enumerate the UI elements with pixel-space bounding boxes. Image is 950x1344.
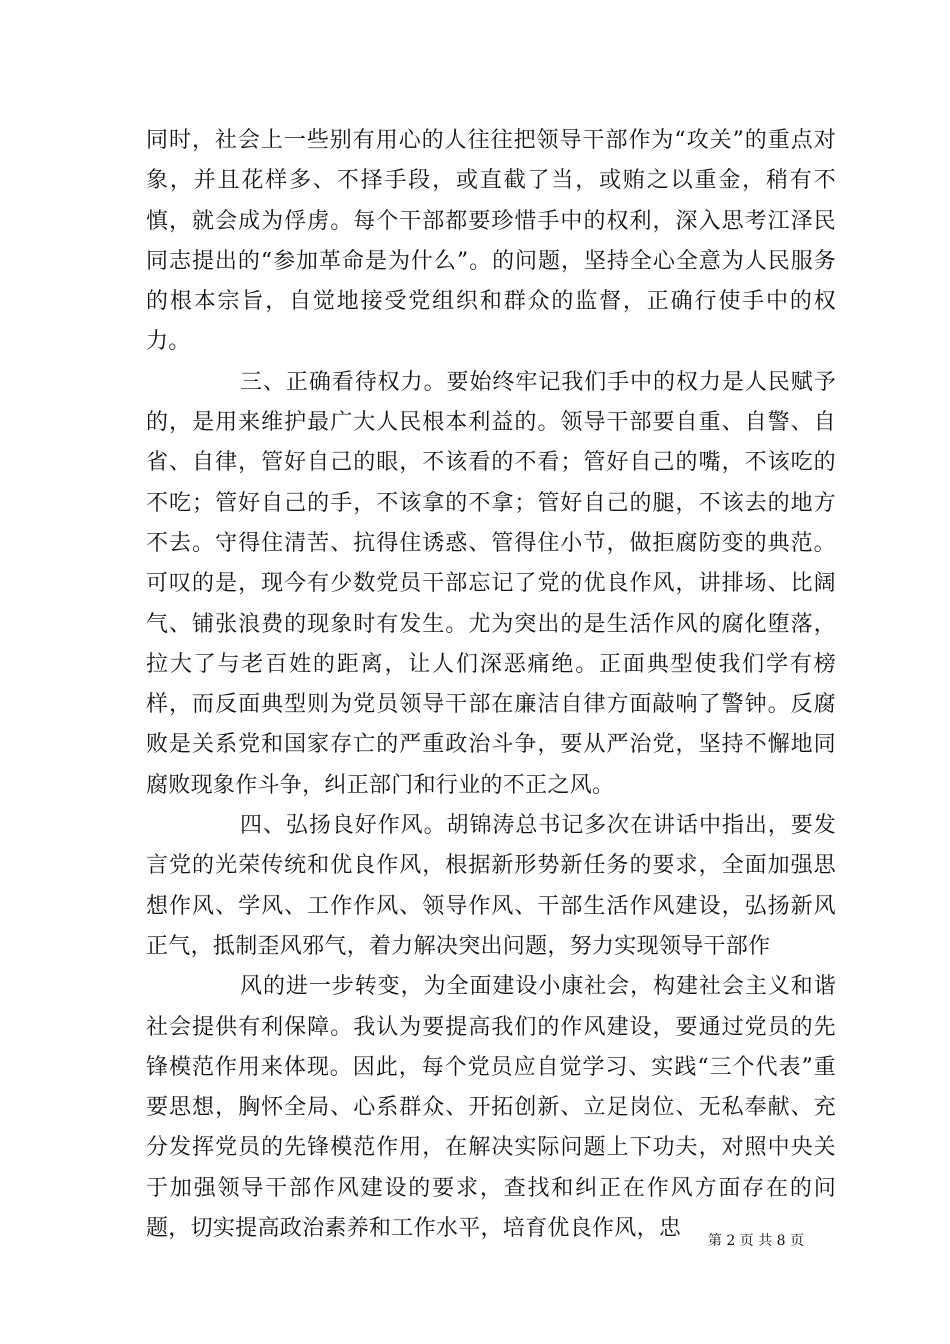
document-body <box>146 121 836 1249</box>
page-footer <box>0 1232 804 1250</box>
paragraph-1: 同时，社会上一些别有用心的人往往把领导干部作为“攻关”的重点对象，并且花样多、不择手段，或直截了当，或贿之以重金，稍有不慎，就会成为俘虏。每个干部都要珍惜手中的权利，深入思考江泽民同志提出的“参加革命是为什么”。的问题，坚持全心全意为人民服务的根本宗旨，自觉地接受党组织和群众的监督，正确行使手中的权力。 <box>146 128 836 355</box>
paragraph-4: 风的进一步转变，为全面建设小康社会，构建社会主义和谐社会提供有利保障。我认为要提高我们的作风建设，要通过党员的先锋模范作用来体现。因此，每个党员应自觉学习、实践“三个代表”重要思想，胸怀全局、心系群众、开拓创新、立足岗位、无私奉献、充分发挥党员的先锋模范作用，在解决实际问题上下功夫，对照中央关于加强领导干部作风建设的要求，查找和纠正在作风方面存在的问题，切实提高政治素养和工作水平，培育优良作风，忠 <box>146 974 836 1242</box>
paragraph-2: 三、正确看待权力。要始终牢记我们手中的权力是人民赋予的，是用来维护最广大人民根本利益的。领导干部要自重、自警、自省、自律，管好自己的眼，不该看的不看；管好自己的嘴，不该吃的不吃；管好自己的手，不该拿的不拿；管好自己的腿，不该去的地方不去。守得住清苦、抗得住诱惑、管得住小节，做拒腐防变的典范。可叹的是，现今有少数党员干部忘记了党的优良作风，讲排场、比阔气、铺张浪费的现象时有发生。尤为突出的是生活作风的腐化堕落，拉大了与老百姓的距离，让人们深恶痛绝。正面典型使我们学有榜样，而反面典型则为党员领导干部在廉洁自律方面敲响了警钟。反腐败是关系党和国家存亡的严重政治斗争，要从严治党，坚持不懈地同腐败现象作斗争，纠正部门和行业的不正之风。 <box>146 369 836 798</box>
paragraph-3: 四、弘扬良好作风。胡锦涛总书记多次在讲话中指出，要发言党的光荣传统和优良作风，根据新形势新任务的要求，全面加强思想作风、学风、工作作风、领导作风、干部生活作风建设，弘扬新风正气，抵制歪风邪气，着力解决突出问题，努力实现领导干部作 <box>146 813 836 959</box>
page-number: 第 2 页 共 8 页 <box>707 1233 804 1249</box>
